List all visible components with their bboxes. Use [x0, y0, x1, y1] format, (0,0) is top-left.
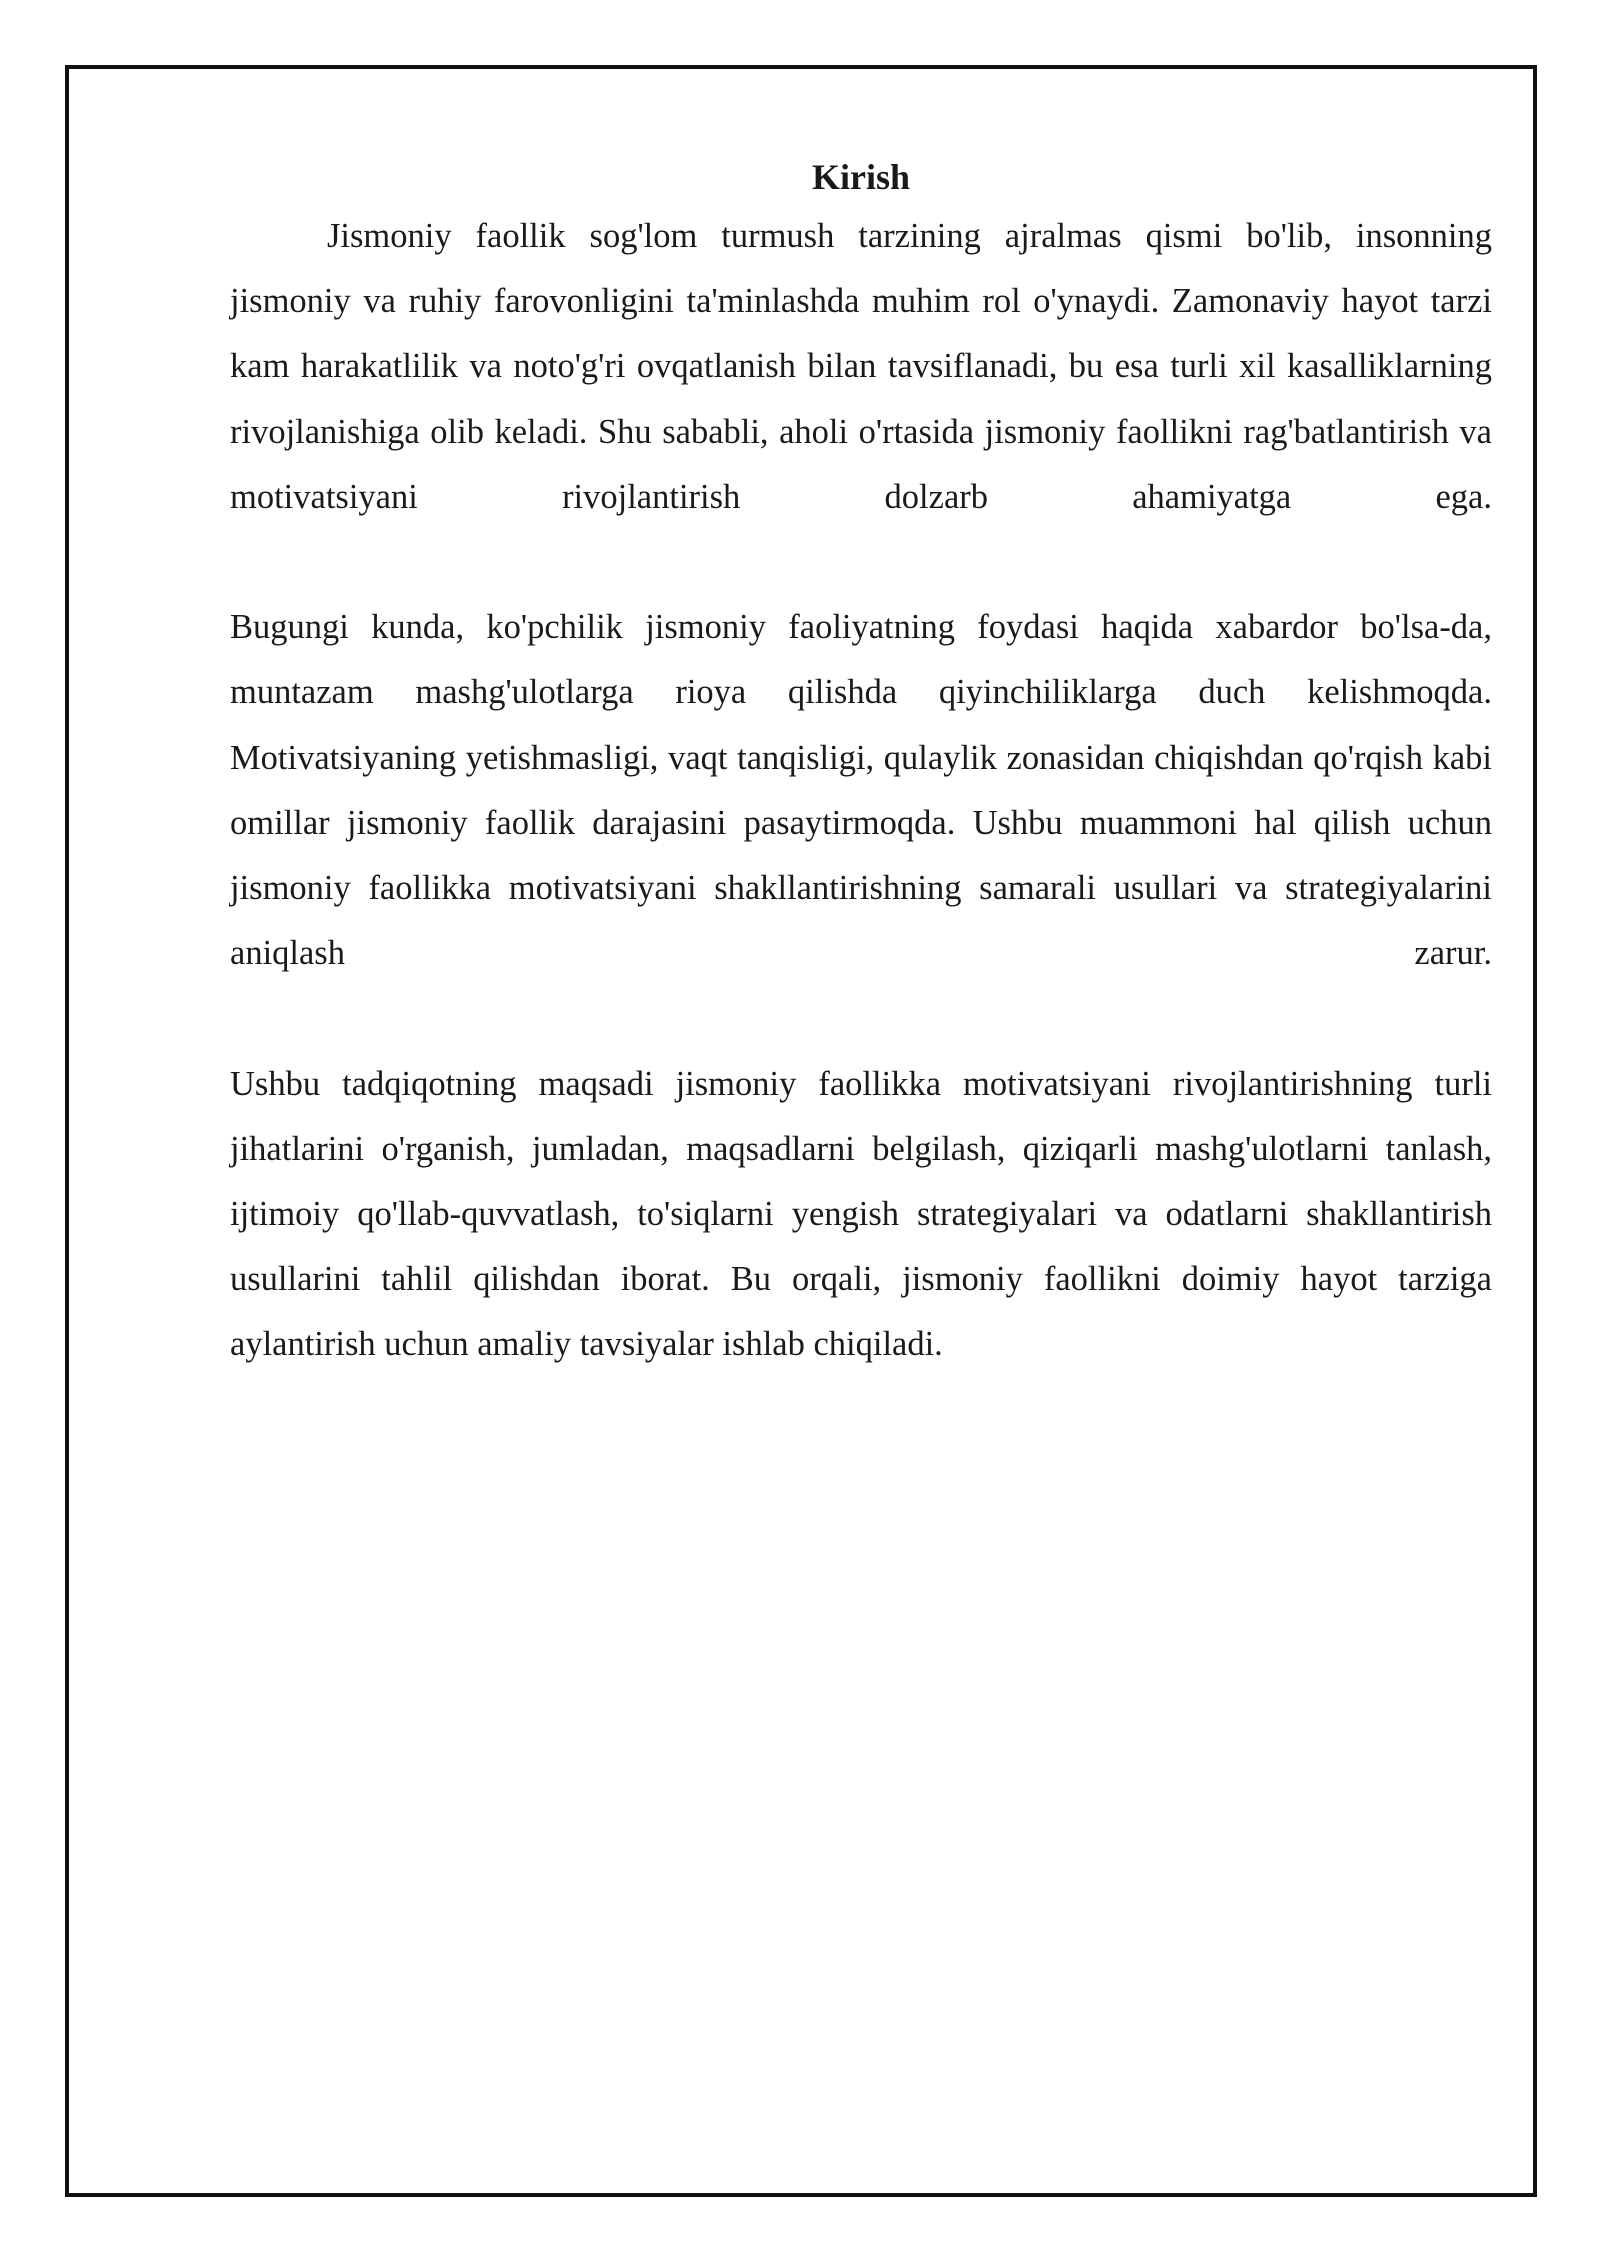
paragraph-spacer: [230, 986, 1492, 1051]
document-body: [230, 150, 1492, 1378]
paragraph-problem: Bugungi kunda, ko'pchilik jismoniy faoliyatning foydasi haqida xabardor bo'lsa-da, muntazam mashg'ulotlarga rioya qilishda qiyinchiliklarga duch kelishmoqda. Motivatsiyaning yetishmasligi, vaqt tanqisligi, qulaylik zonasidan chiqishdan qo'rqish kabi omillar jismoniy faollik darajasini pasaytirmoqda. Ushbu muammoni hal qilish uchun jismoniy faollikka motivatsiyani shakllantirishning samarali usullari va strategiyalarini aniqlash zarur.: [230, 608, 1492, 973]
page-title: Kirish: [811, 157, 910, 197]
paragraph-intro: Jismoniy faollik sog'lom turmush tarzining ajralmas qismi bo'lib, insonning jismoniy va ruhiy farovonligini ta'minlashda muhim rol o'ynaydi. Zamonaviy hayot tarzi kam harakatlilik va noto'g'ri ovqatlanish bilan tavsiflanadi, bu esa turli xil kasalliklarning rivojlanishiga olib keladi. Shu sababli, aholi o'rtasida jismoniy faollikni rag'batlantirish va motivatsiyani rivojlantirish dolzarb ahamiyatga ega.: [230, 217, 1492, 516]
paragraph-spacer: [230, 530, 1492, 595]
paragraph-aim: Ushbu tadqiqotning maqsadi jismoniy faollikka motivatsiyani rivojlantirishning turli jihatlarini o'rganish, jumladan, maqsadlarni belgilash, qiziqarli mashg'ulotlarni tanlash, ijtimoiy qo'llab-quvvatlash, to'siqlarni yengish strategiyalari va odatlarni shakllantirish usullarini tahlil qilishdan iborat. Bu orqali, jismoniy faollikni doimiy hayot tarziga aylantirish uchun amaliy tavsiyalar ishlab chiqiladi.: [230, 1064, 1492, 1364]
